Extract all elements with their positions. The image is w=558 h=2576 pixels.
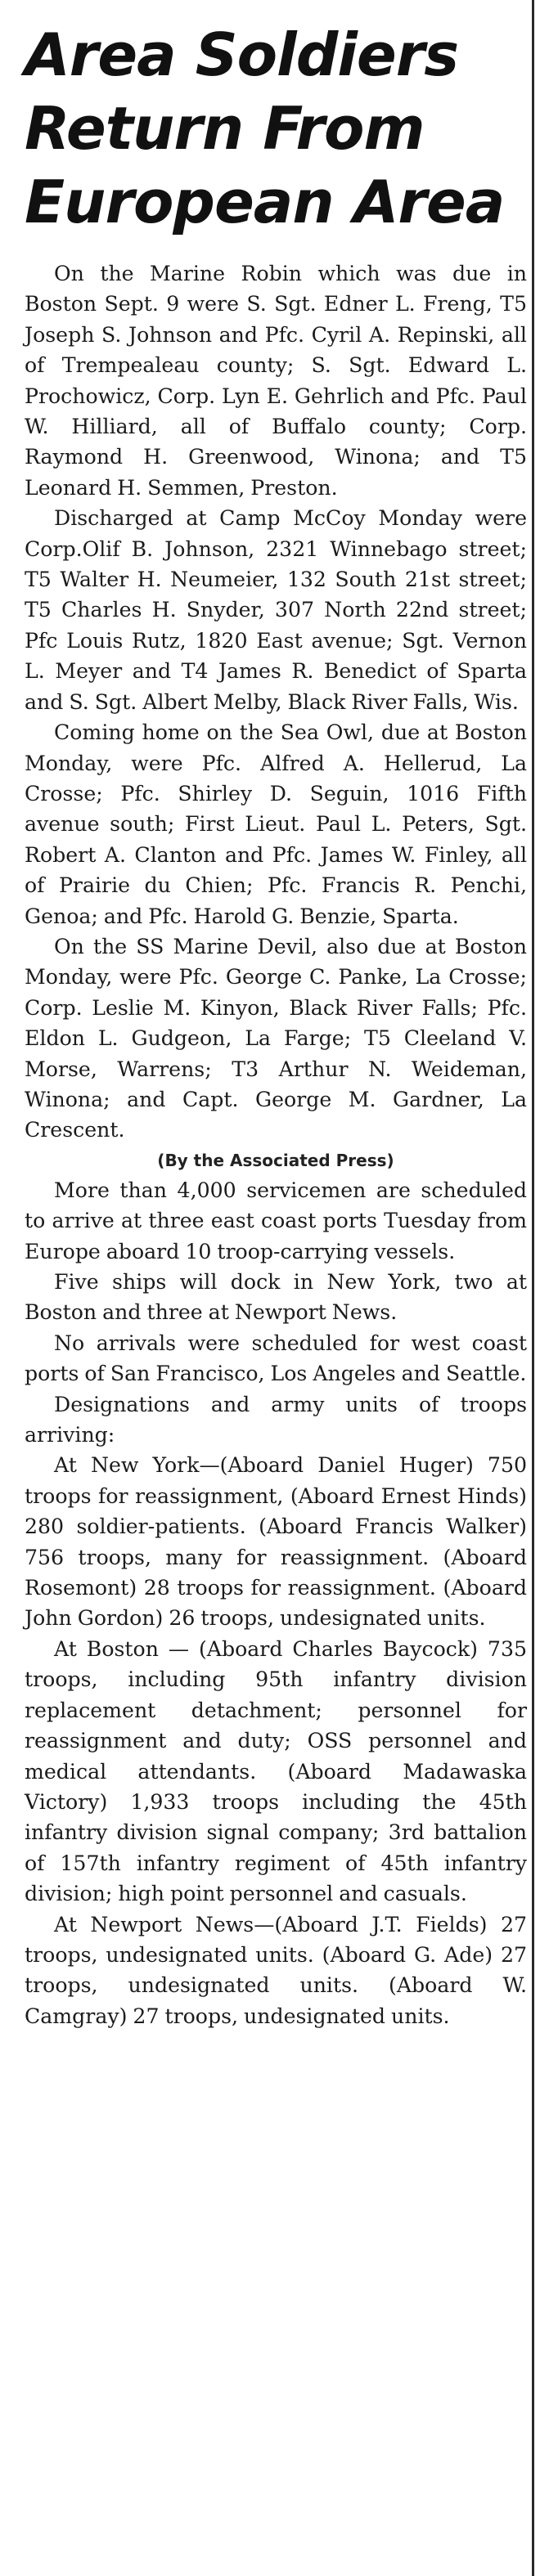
paragraph-new-york: At New York—(Aboard Daniel Huger) 750 troops for reassignment, (Aboard Ernest Hinds) 280 soldier-patients. (Aboard Francis Walker) 756 troops, many for reassignment. (Aboard Rosemont) 28 troops for reassignment. (Aboard John Gordon) 26 troops, undesignated units. [25, 1453, 527, 1631]
paragraph-boston: At Boston — (Aboard Charles Baycock) 735 troops, including 95th infantry division replacement detachment; personnel for reassignment and duty; OSS personnel and medical attendants. (Aboard Madawaska Victory) 1,933 troops including the 45th infantry division signal company; 3rd battalion of 157th infantry regiment of 45th infantry division; high point personnel and casuals. [25, 1636, 527, 1906]
wire-credit: (By the Associated Press) [157, 1150, 394, 1170]
headline-line-3: European Area [25, 168, 505, 236]
paragraph-servicemen-scheduled: More than 4,000 servicemen are scheduled to arrive at three east coast ports Tuesday from Europe aboard 10 troop-carrying vessels. [25, 1178, 527, 1263]
headline-line-2: Return From [25, 94, 425, 163]
headline [25, 18, 527, 239]
news-article [25, 18, 527, 2553]
column-rule [532, 0, 534, 2576]
paragraph-newport-news: At Newport News—(Aboard J.T. Fields) 27 troops, undesignated units. (Aboard G. Ade) 27 troops, undesignated units. (Aboard W. Camgray) 27 troops, undesignated units. [25, 1912, 527, 2028]
paragraph-west-coast: No arrivals were scheduled for west coast ports of San Francisco, Los Angeles and Seattle. [25, 1331, 527, 1386]
paragraph-camp-mccoy: Discharged at Camp McCoy Monday were Corp.Olif B. Johnson, 2321 Winnebago street; T5 Walter H. Neumeier, 132 South 21st street; T5 Charles H. Snyder, 307 North 22nd street; Pfc Louis Rutz, 1820 East avenue; Sgt. Vernon L. Meyer and T4 James R. Benedict of Sparta and S. Sgt. Albert Melby, Black River Falls, Wis. [25, 506, 527, 714]
headline-line-1: Area Soldiers [25, 20, 459, 89]
paragraph-marine-robin: On the Marine Robin which was due in Boston Sept. 9 were S. Sgt. Edner L. Freng, T5 Joseph S. Johnson and Pfc. Cyril A. Repinski, all of Trempealeau county; S. Sgt. Edward L. Prochowicz, Corp. Lyn E. Gehrlich and Pfc. Paul W. Hilliard, all of Buffalo county; Corp. Raymond H. Greenwood, Winona; and T5 Leonard H. Semmen, Preston. [25, 262, 527, 500]
paragraph-ships-dock: Five ships will dock in New York, two at Boston and three at Newport News. [25, 1270, 527, 1325]
paragraph-marine-devil: On the SS Marine Devil, also due at Boston Monday, were Pfc. George C. Panke, La Crosse; Corp. Leslie M. Kinyon, Black River Falls; Pfc. Eldon L. Gudgeon, La Farge; T5 Cleeland V. Morse, Warrens; T3 Arthur N. Weideman, Winona; and Capt. George M. Gardner, La Crescent. [25, 934, 527, 1142]
paragraph-designations: Designations and army units of troops arriving: [25, 1392, 527, 1447]
paragraph-sea-owl: Coming home on the Sea Owl, due at Boston Monday, were Pfc. Alfred A. Hellerud, La Crosse; Pfc. Shirley D. Seguin, 1016 Fifth avenue south; First Lieut. Paul L. Peters, Sgt. Robert A. Clanton and Pfc. James W. Finley, all of Prairie du Chien; Pfc. Francis R. Penchi, Genoa; and Pfc. Harold G. Benzie, Sparta. [25, 720, 527, 928]
